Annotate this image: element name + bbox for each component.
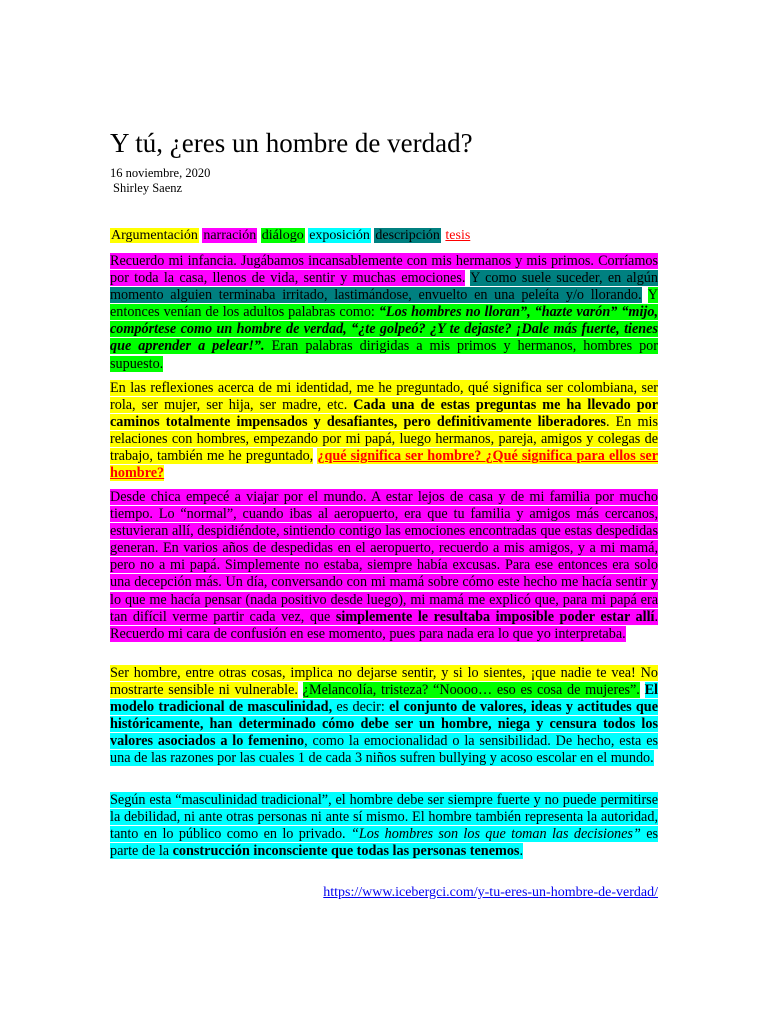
legend-dialogo: diálogo [261,228,304,243]
dialogue-segment: ¿Melancolía, tristeza? “Noooo… eso es cosa de mujeres”. [302,682,640,699]
narration-segment: Recuerdo mi infancia. Jugábamos incansablemente con mis hermanos y mis primos. Corríamos por toda la casa, llenos de vida, sentir y muchas emociones. [110,253,658,287]
paragraph-3 [110,489,658,643]
narration-segment: Desde chica empecé a viajar por el mundo. A estar lejos de casa y de mi familia por mucho tiempo. Lo “normal”, cuando ibas al aeropuerto, era que tu familia y amigos más cercanos, estuvieran allí, despidiéndote, sintiendo contigo las emociones encontradas que estas despedidas generan. En varios años de despedidas en el aeropuerto, recuerdo a mis amigos, y a mi mamá, pero no a mi papá. Simplemente no estaba, siempre había excusas. Para ese entonces era solo una decepción más. Un día, conversando con mi mamá sobre cómo este hecho me hacía sentir y lo que me hacía pensar (nada positivo desde luego), mi mamá me explicó que, para mi papá era tan difícil verme partir cada vez, que simplemente le resultaba imposible poder estar allí. Recuerdo mi cara de confusión en ese momento, pues para nada era lo que yo interpretaba. [110,489,658,642]
paragraph-4 [110,665,658,768]
paragraph-5 [110,792,658,860]
legend-tesis: tesis [445,228,471,243]
argumentation-segment: Ser hombre, entre otras cosas, implica no dejarse sentir, y si lo sientes, ¡que nadie te vea! No mostrarte sensible ni vulnerable. [110,665,658,699]
legend-argumentacion: Argumentación [111,228,198,243]
paragraph-2 [110,380,658,483]
argumentation-segment: En las reflexiones acerca de mi identidad, me he preguntado, qué significa ser colombiana, ser rola, ser mujer, ser hija, ser madre, etc. Cada una de estas preguntas me ha llevado por caminos totalmente impensados y desafiantes, pero definitivamente liberadores. En mis relaciones con hombres, empezando por mi papá, luego hermanos, pareja, amigos y colegas de trabajo, también me he preguntado, [110,380,659,465]
author-name: Shirley Saenz [113,181,183,195]
legend-narracion: narración [203,228,257,243]
paragraph-1 [110,253,658,373]
dialogue-segment: Y entonces venían de los adultos palabras como: “Los hombres no lloran”, “hazte varón” “mijo, compórtese como un hombre de verdad, “¿te golpeó? ¿Y te dejaste? ¡Dale más fuerte, tienes que aprender a pelear!”. Eran palabras dirigidas a mis primos y hermanos, hombres por supuesto. [110,287,658,372]
document-title: Y tú, ¿eres un hombre de verdad? [110,128,473,158]
exposition-segment: Según esta “masculinidad tradicional”, el hombre debe ser siempre fuerte y no puede permitirse la debilidad, ni ante otras personas ni ante sí mismo. El hombre también representa la autoridad, tanto en lo público como en lo privado. “Los hombres son los que toman las decisiones” es parte de la construcción inconsciente que todas las personas tenemos. [110,792,659,860]
thesis-question: ¿qué significa ser hombre? ¿Qué significa para ellos ser hombre? [110,448,658,482]
legend-descripcion: descripción [375,228,440,243]
legend-exposicion: exposición [309,228,370,243]
description-segment: Y como suele suceder, en algún momento alguien terminaba irritado, lastimándose, envuelto en una peleíta y/o llorando. [110,270,658,304]
color-legend [110,227,471,244]
exposition-segment: El modelo tradicional de masculinidad, es decir: el conjunto de valores, ideas y actitudes que históricamente, han determinado cómo debe ser un hombre, niega y censura todos los valores asociados a lo femenino, como la emocionalidad o la sensibilidad. De hecho, esta es una de las razones por las cuales 1 de cada 3 niños sufren bullying y acoso escolar en el mundo. [110,682,659,767]
publish-date: 16 noviembre, 2020 [110,166,211,180]
source-link[interactable]: https://www.icebergci.com/y-tu-eres-un-hombre-de-verdad/ [323,885,658,900]
